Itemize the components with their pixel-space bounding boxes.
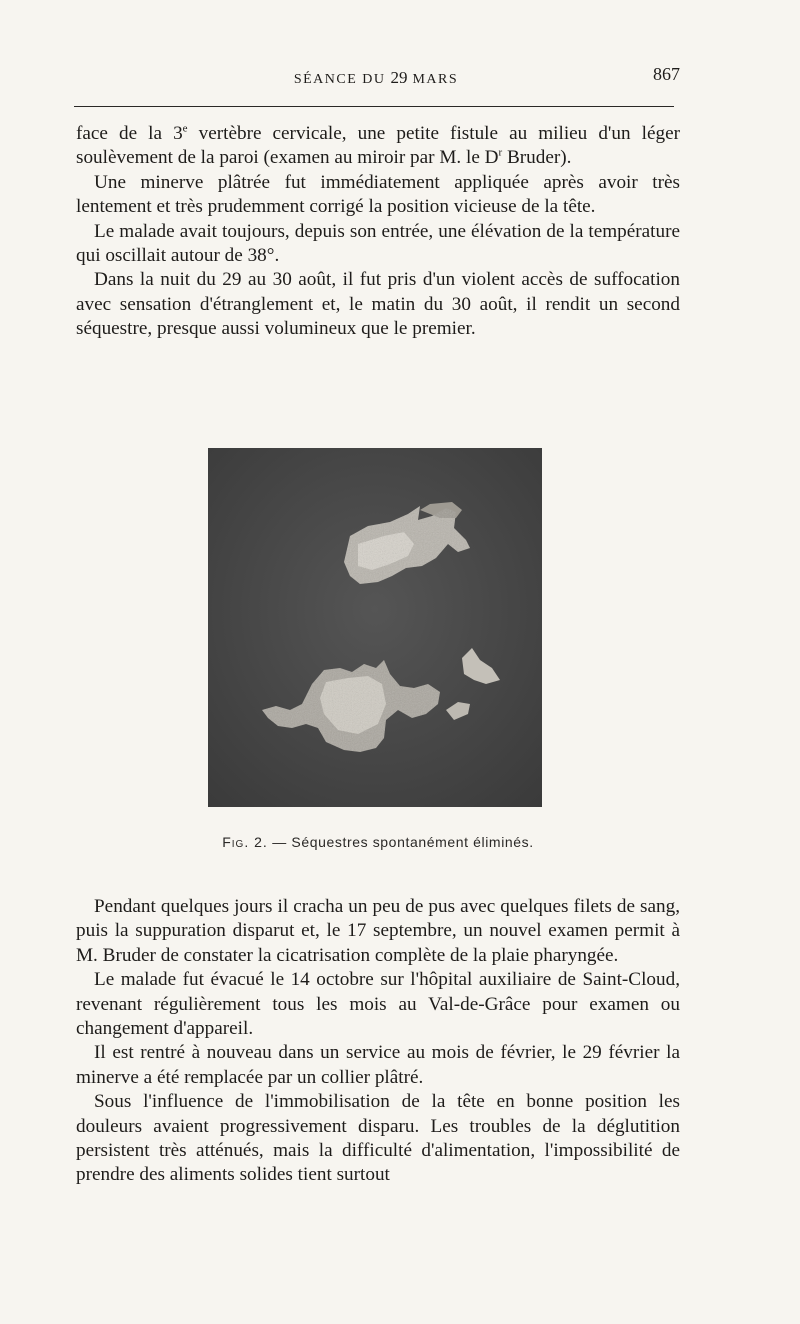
running-title (72, 68, 680, 88)
caption-text: Séquestres spontanément éliminés. (291, 834, 534, 850)
paragraph-1-part-a: face de la 3 (76, 123, 183, 144)
superscript-e: e (182, 122, 188, 135)
paragraph-2: Une minerve plâtrée fut immédiatement appliquée après avoir très lentement et très prudemment corrigé la position vicieuse de la tête. (76, 171, 680, 218)
superscript-r: r (498, 147, 503, 160)
page-number: 867 (653, 64, 680, 84)
running-title-post: MARS (407, 72, 459, 87)
running-title-pre: SÉANCE DU (293, 72, 391, 87)
paragraph-4: Dans la nuit du 29 au 30 août, il fut pris d'un violent accès de suffocation avec sensation d'étranglement et, le matin du 30 août, il rendit un second séquestre, presque aussi volumineux que le premier. (76, 269, 680, 340)
running-title-number: 29 (390, 68, 408, 87)
figure-photograph (208, 448, 542, 807)
paragraph-1-part-b: vertèbre cervicale, une petite fistule au milieu d'un léger soulèvement de la paroi (examen au miroir par M. le D (76, 123, 680, 169)
paragraph-5: Pendant quelques jours il cracha un peu de pus avec quelques filets de sang, puis la suppuration disparut et, le 17 septembre, un nouvel examen permit à M. Bruder de constater la cicatrisation complète de la plaie pharyngée. (76, 896, 680, 966)
paragraph-7: Il est rentré à nouveau dans un service au mois de février, le 29 février la minerve a été remplacée par un collier plâtré. (76, 1042, 680, 1088)
figure-caption (76, 834, 680, 850)
sequestra-photo-illustration (208, 448, 542, 807)
running-head (72, 64, 680, 90)
paragraph-1 (76, 122, 680, 171)
paragraph-3: Le malade avait toujours, depuis son entrée, une élévation de la température qui oscillait autour de 38°. (76, 220, 680, 267)
paragraph-8: Sous l'influence de l'immobilisation de la tête en bonne position les douleurs avaient progressivement disparu. Les troubles de la déglutition persistent très atténués, mais la difficulté d'alimentation, l'impossibilité de prendre des aliments solides tient surtout (76, 1091, 680, 1186)
paragraph-1-part-c: Bruder). (502, 147, 572, 169)
paragraph-6: Le malade fut évacué le 14 octobre sur l'hôpital auxiliaire de Saint-Cloud, revenant régulièrement tous les mois au Val-de-Grâce pour examen ou changement d'appareil. (76, 969, 680, 1040)
photo-background (208, 448, 542, 807)
text-block-top (76, 122, 680, 342)
figure-label: Fig. 2. (222, 834, 268, 850)
text-block-bottom (76, 895, 680, 1188)
header-rule (74, 106, 674, 107)
caption-separator: — (267, 834, 292, 850)
